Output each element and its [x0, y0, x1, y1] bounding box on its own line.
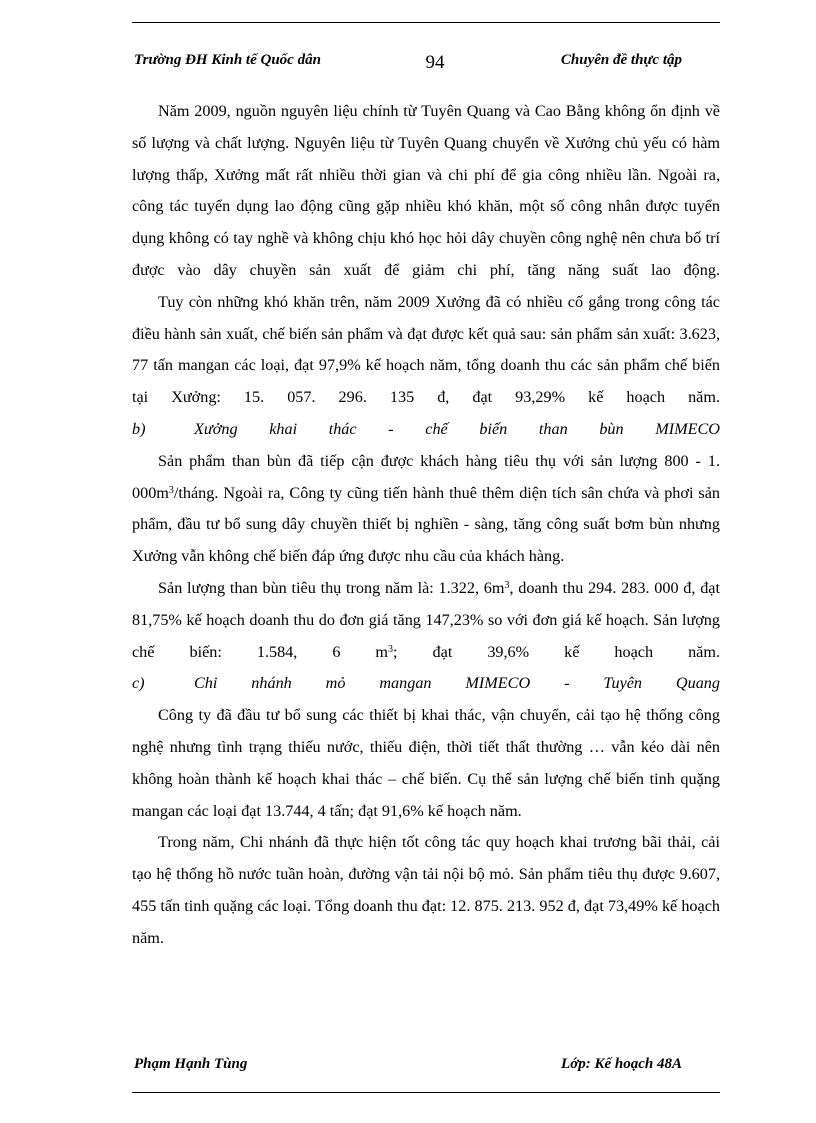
section-c-label: c)	[132, 674, 145, 693]
paragraph-1: Năm 2009, nguồn nguyên liệu chính từ Tuyên Quang và Cao Bằng không ổn định về số lượng và chất lượng. Nguyên liệu từ Tuyên Quang chuyển về Xưởng chủ yếu có hàm lượng thấp, Xưởng mất rất nhiều thời gian và chi phí để gia công nhiều lần. Ngoài ra, công tác tuyển dụng lao động cũng gặp nhiều khó khăn, một số công nhân được tuyển dụng không có tay nghề và không chịu khó học hỏi dây chuyền công nghệ nên chưa bố trí được vào dây chuyền sản xuất để giảm chi phí, tăng năng suất lao động.	[132, 102, 720, 279]
paragraph-4	[132, 573, 720, 668]
paragraph-3-text-b: /tháng. Ngoài ra, Công ty cũng tiến hành thuê thêm diện tích sân chứa và phơi sản phẩm, đầu tư bổ sung dây chuyền thiết bị nghiền - sàng, tăng công suất bơm bùn nhưng Xưởng vẫn không chế biến đáp ứng được nhu cầu của khách hàng.	[132, 483, 720, 566]
page-number: 94	[425, 52, 445, 73]
section-c-heading	[132, 668, 720, 700]
section-b-label: b)	[132, 419, 146, 438]
paragraph-3-text-a: Sản phẩm than bùn đã tiếp cận được khách hàng tiêu thụ với sản lượng 800 - 1. 000m	[132, 451, 720, 502]
paragraph-6: Trong năm, Chi nhánh đã thực hiện tốt công tác quy hoạch khai trương bãi thải, cải tạo hệ thống hồ nước tuần hoàn, đường vận tải nội bộ mỏ. Sản phẩm tiêu thụ được 9.607, 455 tấn tinh quặng các loại. Tổng doanh thu đạt: 12. 875. 213. 952 đ, đạt 73,49% kế hoạch năm.	[132, 833, 720, 947]
superscript: 3	[388, 643, 394, 655]
footer-class: Lớp: Kế hoạch 48A	[561, 1056, 682, 1072]
superscript: 3	[168, 484, 174, 496]
paragraph-4-text-b: , doanh thu 294. 283. 000 đ, đạt 81,75% kế hoạch doanh thu do đơn giá tăng 147,23% so với đơn giá kế hoạch. Sản lượng chế biến: 1.584, 6 m	[132, 578, 720, 661]
header-doc-type: Chuyên đề thực tập	[560, 52, 682, 68]
header-school: Trường ĐH Kinh tế Quốc dân	[134, 52, 321, 68]
section-b-title: Xưởng khai thác - chế biến than bùn MIMECO	[194, 419, 720, 438]
paragraph-4-text-c: ; đạt 39,6% kế hoạch năm.	[393, 642, 721, 661]
paragraph-4-text-a: Sản lượng than bùn tiêu thụ trong năm là: 1.322, 6m	[158, 578, 505, 597]
footer-rule	[132, 1092, 720, 1093]
header-rule	[132, 22, 720, 23]
section-c-title: Chi nhánh mỏ mangan MIMECO - Tuyên Quang	[194, 674, 720, 693]
paragraph-3	[132, 446, 720, 573]
paragraph-5: Công ty đã đầu tư bổ sung các thiết bị khai thác, vận chuyển, cải tạo hệ thống công nghệ nhưng tình trạng thiếu nước, thiếu điện, thời tiết thất thường … vẫn kéo dài nên không hoàn thành kế hoạch khai thác – chế biến. Cụ thể sản lượng chế biến tinh quặng mangan các loại đạt 13.744, 4 tấn; đạt 91,6% kế hoạch năm.	[132, 706, 720, 820]
paragraph-2: Tuy còn những khó khăn trên, năm 2009 Xưởng đã có nhiều cố gắng trong công tác điều hành sản xuất, chế biến sản phẩm và đạt được kết quả sau: sản phẩm sản xuất: 3.623, 77 tấn mangan các loại, đạt 97,9% kế hoạch năm, tổng doanh thu các sản phẩm chế biến tại Xưởng: 15. 057. 296. 135 đ, đạt 93,29% kế hoạch năm.	[132, 292, 720, 407]
superscript: 3	[504, 579, 510, 591]
footer-author: Phạm Hạnh Tùng	[134, 1056, 248, 1072]
page-body	[132, 96, 720, 955]
section-b-heading	[132, 414, 720, 446]
